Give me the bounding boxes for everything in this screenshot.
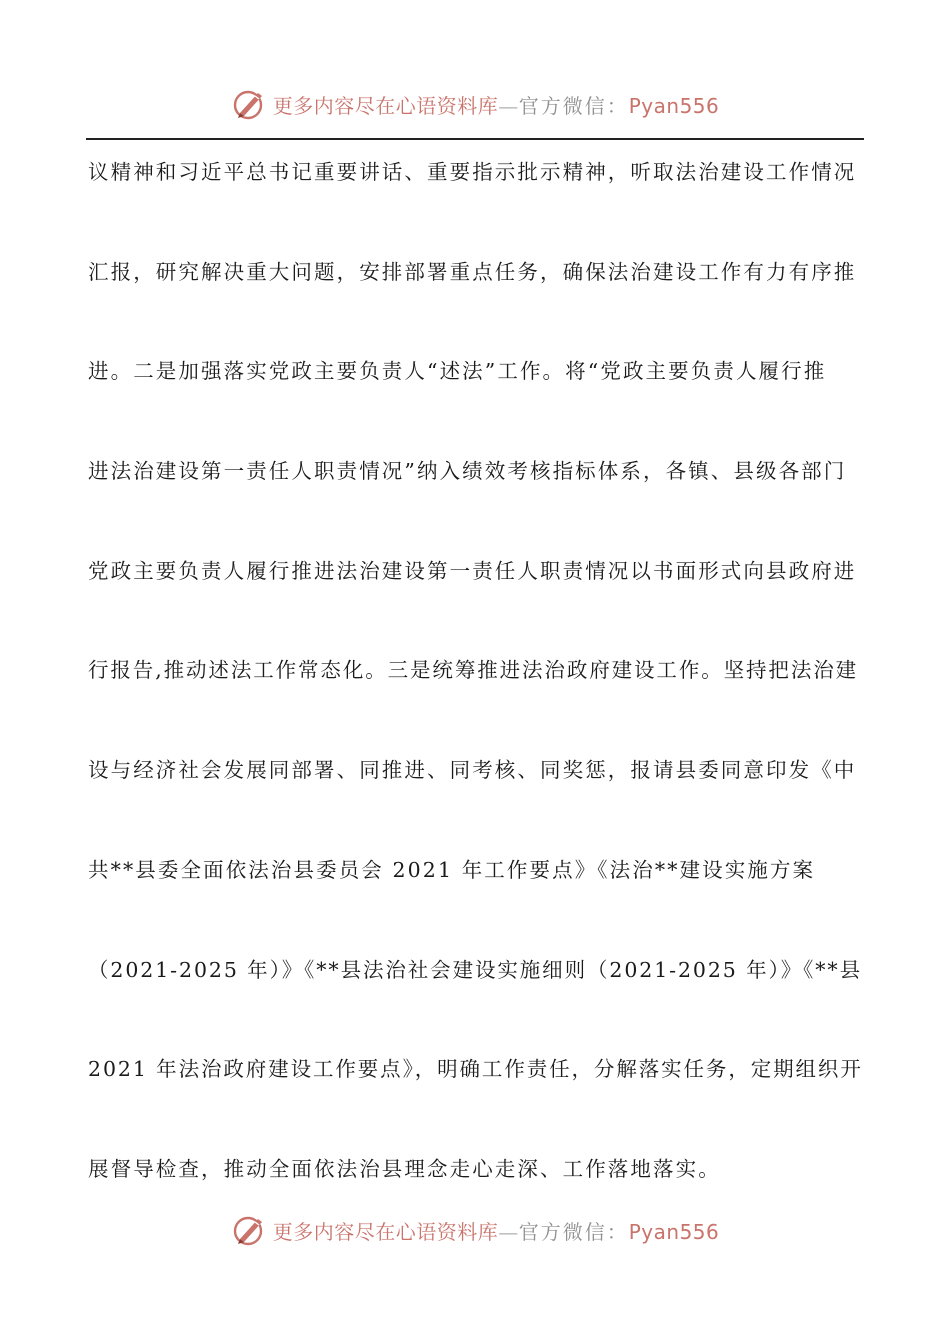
banner-dash: — [498, 93, 519, 118]
header-divider [86, 138, 864, 140]
banner-wechat-label: 官方微信： [518, 1219, 629, 1244]
document-body [88, 150, 864, 1247]
header-banner [0, 82, 950, 126]
paragraph-line: 2021 年法治政府建设工作要点》，明确工作责任，分解落实任务，定期组织开 [88, 1057, 863, 1082]
paragraph-line: （2021-2025 年）》《**县法治社会建设实施细则（2021-2025 年）》《**县 [88, 957, 862, 982]
paragraph-line: 进。二是加强落实党政主要负责人“述法”工作。将“党政主要负责人履行推 [88, 359, 827, 384]
banner-wechat-handle: Pyan556 [628, 1219, 720, 1244]
paragraph-line: 共**县委全面依法治县委员会 2021 年工作要点》《法治**建设实施方案 [88, 857, 816, 882]
footer-banner [0, 1208, 950, 1252]
paragraph-line: 设与经济社会发展同部署、同推进、同考核、同奖惩，报请县委同意印发《中 [88, 758, 857, 783]
paragraph-line: 展督导检查，推动全面依法治县理念走心走深、工作落地落实。 [88, 1156, 721, 1181]
pen-logo-icon [231, 1212, 267, 1248]
paragraph-line: 进法治建设第一责任人职责情况”纳入绩效考核指标体系，各镇、县级各部门 [88, 459, 847, 484]
banner-main-text: 更多内容尽在心语资料库 [272, 1219, 499, 1244]
paragraph-line: 汇报，研究解决重大问题，安排部署重点任务，确保法治建设工作有力有序推 [88, 259, 857, 284]
paragraph-line: 议精神和习近平总书记重要讲话、重要指示批示精神，听取法治建设工作情况 [88, 160, 857, 184]
paragraph-line: 党政主要负责人履行推进法治建设第一责任人职责情况以书面形式向县政府进 [88, 558, 857, 583]
banner-main-text: 更多内容尽在心语资料库 [272, 93, 499, 118]
paragraph-line: 行报告,推动述法工作常态化。三是统筹推进法治政府建设工作。坚持把法治建 [88, 658, 859, 683]
pen-logo-icon [231, 86, 267, 122]
banner-wechat-label: 官方微信： [518, 93, 629, 118]
banner-text [273, 1216, 720, 1245]
banner-text [273, 90, 720, 119]
banner-dash: — [498, 1219, 519, 1244]
banner-wechat-handle: Pyan556 [628, 93, 720, 118]
